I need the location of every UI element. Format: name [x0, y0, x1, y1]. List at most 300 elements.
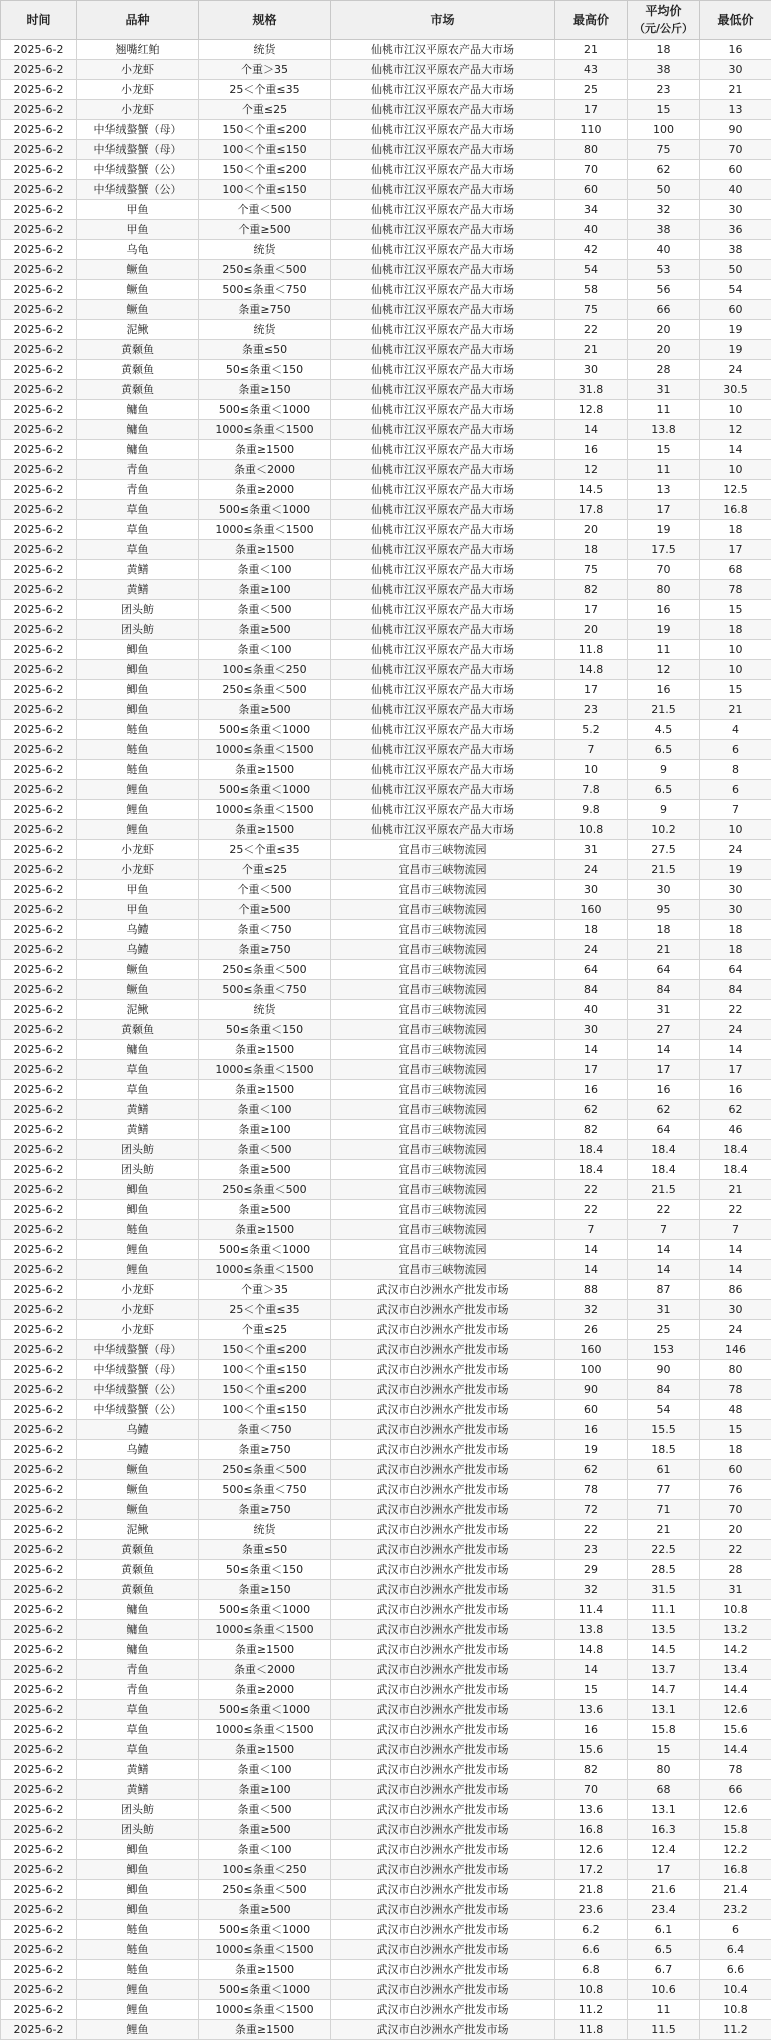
- cell-date: 2025-6-2: [1, 800, 77, 820]
- cell-high: 17.2: [555, 1860, 628, 1880]
- cell-high: 31: [555, 840, 628, 860]
- cell-spec: 条重≥1500: [199, 440, 331, 460]
- cell-market: 宜昌市三峡物流园: [331, 1240, 555, 1260]
- cell-variety: 团头鲂: [77, 1820, 199, 1840]
- table-row: [1, 800, 771, 820]
- cell-avg: 10.2: [628, 820, 700, 840]
- cell-avg: 30: [628, 880, 700, 900]
- cell-market: 仙桃市江汉平原农产品大市场: [331, 520, 555, 540]
- cell-date: 2025-6-2: [1, 560, 77, 580]
- cell-low: 50: [700, 260, 771, 280]
- cell-avg: 75: [628, 140, 700, 160]
- cell-low: 10.8: [700, 2000, 771, 2020]
- cell-date: 2025-6-2: [1, 1260, 77, 1280]
- table-row: [1, 1180, 771, 1200]
- cell-variety: 中华绒螯蟹（公）: [77, 1380, 199, 1400]
- cell-date: 2025-6-2: [1, 1620, 77, 1640]
- cell-avg: 153: [628, 1340, 700, 1360]
- cell-variety: 团头鲂: [77, 620, 199, 640]
- cell-variety: 鲢鱼: [77, 720, 199, 740]
- header-variety: 品种: [77, 1, 199, 40]
- cell-market: 宜昌市三峡物流园: [331, 940, 555, 960]
- cell-variety: 鳜鱼: [77, 1500, 199, 1520]
- cell-spec: 150＜个重≤200: [199, 160, 331, 180]
- cell-avg: 32: [628, 200, 700, 220]
- cell-spec: 250≤条重＜500: [199, 1460, 331, 1480]
- table-row: [1, 840, 771, 860]
- cell-market: 武汉市白沙洲水产批发市场: [331, 1580, 555, 1600]
- cell-avg: 64: [628, 1120, 700, 1140]
- cell-high: 14: [555, 1260, 628, 1280]
- cell-low: 80: [700, 1360, 771, 1380]
- cell-date: 2025-6-2: [1, 1580, 77, 1600]
- cell-high: 16: [555, 440, 628, 460]
- table-row: [1, 1120, 771, 1140]
- cell-avg: 87: [628, 1280, 700, 1300]
- cell-date: 2025-6-2: [1, 1900, 77, 1920]
- cell-high: 29: [555, 1560, 628, 1580]
- table-row: [1, 540, 771, 560]
- cell-market: 宜昌市三峡物流园: [331, 1000, 555, 1020]
- cell-market: 仙桃市江汉平原农产品大市场: [331, 820, 555, 840]
- cell-spec: 统货: [199, 320, 331, 340]
- cell-spec: 150＜个重≤200: [199, 1380, 331, 1400]
- cell-market: 武汉市白沙洲水产批发市场: [331, 1300, 555, 1320]
- cell-market: 宜昌市三峡物流园: [331, 1220, 555, 1240]
- cell-market: 武汉市白沙洲水产批发市场: [331, 1640, 555, 1660]
- cell-low: 10.4: [700, 1980, 771, 2000]
- table-row: [1, 1640, 771, 1660]
- table-row: [1, 240, 771, 260]
- table-row: [1, 880, 771, 900]
- cell-date: 2025-6-2: [1, 1440, 77, 1460]
- cell-date: 2025-6-2: [1, 1380, 77, 1400]
- cell-market: 仙桃市江汉平原农产品大市场: [331, 720, 555, 740]
- cell-avg: 61: [628, 1460, 700, 1480]
- table-row: [1, 80, 771, 100]
- cell-high: 16: [555, 1420, 628, 1440]
- cell-high: 23: [555, 700, 628, 720]
- table-row: [1, 1440, 771, 1460]
- cell-low: 13: [700, 100, 771, 120]
- cell-avg: 13.1: [628, 1700, 700, 1720]
- table-row: [1, 1840, 771, 1860]
- cell-avg: 15.8: [628, 1720, 700, 1740]
- cell-avg: 19: [628, 520, 700, 540]
- cell-date: 2025-6-2: [1, 160, 77, 180]
- cell-market: 武汉市白沙洲水产批发市场: [331, 1320, 555, 1340]
- cell-low: 19: [700, 340, 771, 360]
- cell-low: 18: [700, 920, 771, 940]
- cell-variety: 中华绒螯蟹（公）: [77, 1400, 199, 1420]
- cell-low: 62: [700, 1100, 771, 1120]
- cell-spec: 250≤条重＜500: [199, 1880, 331, 1900]
- cell-low: 18: [700, 940, 771, 960]
- cell-high: 42: [555, 240, 628, 260]
- cell-high: 16: [555, 1720, 628, 1740]
- cell-high: 82: [555, 1120, 628, 1140]
- cell-date: 2025-6-2: [1, 300, 77, 320]
- cell-high: 21: [555, 40, 628, 60]
- cell-low: 6.6: [700, 1960, 771, 1980]
- cell-spec: 统货: [199, 1520, 331, 1540]
- cell-date: 2025-6-2: [1, 1140, 77, 1160]
- cell-avg: 31: [628, 1300, 700, 1320]
- cell-date: 2025-6-2: [1, 420, 77, 440]
- cell-market: 宜昌市三峡物流园: [331, 1020, 555, 1040]
- table-row: [1, 1880, 771, 1900]
- cell-date: 2025-6-2: [1, 1700, 77, 1720]
- cell-spec: 条重≥750: [199, 1500, 331, 1520]
- cell-spec: 1000≤条重＜1500: [199, 1620, 331, 1640]
- cell-high: 24: [555, 860, 628, 880]
- cell-date: 2025-6-2: [1, 360, 77, 380]
- cell-low: 13.4: [700, 1660, 771, 1680]
- cell-spec: 条重≤50: [199, 340, 331, 360]
- cell-high: 24: [555, 940, 628, 960]
- cell-date: 2025-6-2: [1, 1660, 77, 1680]
- cell-variety: 黄鳝: [77, 560, 199, 580]
- table-row: [1, 780, 771, 800]
- cell-spec: 500≤条重＜1000: [199, 720, 331, 740]
- cell-variety: 青鱼: [77, 1660, 199, 1680]
- cell-high: 20: [555, 520, 628, 540]
- cell-date: 2025-6-2: [1, 680, 77, 700]
- cell-variety: 草鱼: [77, 1720, 199, 1740]
- cell-variety: 乌鳢: [77, 940, 199, 960]
- cell-avg: 25: [628, 1320, 700, 1340]
- cell-low: 54: [700, 280, 771, 300]
- table-row: [1, 160, 771, 180]
- table-row: [1, 720, 771, 740]
- cell-low: 12.6: [700, 1800, 771, 1820]
- cell-low: 86: [700, 1280, 771, 1300]
- table-row: [1, 120, 771, 140]
- cell-low: 78: [700, 580, 771, 600]
- cell-date: 2025-6-2: [1, 480, 77, 500]
- cell-low: 15: [700, 1420, 771, 1440]
- cell-date: 2025-6-2: [1, 220, 77, 240]
- cell-avg: 11.5: [628, 2020, 700, 2040]
- table-row: [1, 320, 771, 340]
- cell-date: 2025-6-2: [1, 1020, 77, 1040]
- cell-avg: 62: [628, 1100, 700, 1120]
- cell-spec: 100≤条重＜250: [199, 1860, 331, 1880]
- cell-variety: 鲢鱼: [77, 760, 199, 780]
- table-row: [1, 1860, 771, 1880]
- table-row: [1, 1000, 771, 1020]
- cell-low: 15.6: [700, 1720, 771, 1740]
- cell-spec: 100＜个重≤150: [199, 1400, 331, 1420]
- table-row: [1, 740, 771, 760]
- cell-high: 62: [555, 1100, 628, 1120]
- table-row: [1, 520, 771, 540]
- table-row: [1, 1060, 771, 1080]
- cell-market: 武汉市白沙洲水产批发市场: [331, 1840, 555, 1860]
- cell-low: 30: [700, 900, 771, 920]
- cell-avg: 14: [628, 1240, 700, 1260]
- cell-market: 仙桃市江汉平原农产品大市场: [331, 440, 555, 460]
- cell-market: 宜昌市三峡物流园: [331, 880, 555, 900]
- cell-low: 60: [700, 160, 771, 180]
- cell-high: 88: [555, 1280, 628, 1300]
- cell-date: 2025-6-2: [1, 860, 77, 880]
- cell-variety: 草鱼: [77, 1080, 199, 1100]
- cell-avg: 64: [628, 960, 700, 980]
- cell-low: 6: [700, 780, 771, 800]
- cell-market: 仙桃市江汉平原农产品大市场: [331, 100, 555, 120]
- cell-low: 18: [700, 1440, 771, 1460]
- cell-date: 2025-6-2: [1, 740, 77, 760]
- cell-low: 15.8: [700, 1820, 771, 1840]
- cell-date: 2025-6-2: [1, 1160, 77, 1180]
- cell-variety: 小龙虾: [77, 100, 199, 120]
- cell-spec: 250≤条重＜500: [199, 260, 331, 280]
- cell-high: 30: [555, 1020, 628, 1040]
- cell-spec: 1000≤条重＜1500: [199, 1720, 331, 1740]
- cell-low: 24: [700, 1320, 771, 1340]
- cell-market: 武汉市白沙洲水产批发市场: [331, 1540, 555, 1560]
- table-row: [1, 1240, 771, 1260]
- cell-market: 仙桃市江汉平原农产品大市场: [331, 60, 555, 80]
- cell-low: 24: [700, 360, 771, 380]
- cell-high: 17: [555, 1060, 628, 1080]
- cell-high: 80: [555, 140, 628, 160]
- cell-date: 2025-6-2: [1, 1800, 77, 1820]
- cell-low: 13.2: [700, 1620, 771, 1640]
- cell-date: 2025-6-2: [1, 260, 77, 280]
- cell-low: 30.5: [700, 380, 771, 400]
- cell-avg: 80: [628, 580, 700, 600]
- cell-spec: 统货: [199, 1000, 331, 1020]
- cell-low: 14.2: [700, 1640, 771, 1660]
- cell-market: 仙桃市江汉平原农产品大市场: [331, 240, 555, 260]
- cell-low: 14.4: [700, 1740, 771, 1760]
- cell-avg: 11: [628, 2000, 700, 2020]
- cell-high: 16: [555, 1080, 628, 1100]
- cell-spec: 条重＜750: [199, 1420, 331, 1440]
- cell-avg: 62: [628, 160, 700, 180]
- table-row: [1, 1200, 771, 1220]
- cell-date: 2025-6-2: [1, 2000, 77, 2020]
- cell-market: 宜昌市三峡物流园: [331, 1140, 555, 1160]
- table-row: [1, 180, 771, 200]
- cell-variety: 鲤鱼: [77, 820, 199, 840]
- table-row: [1, 1260, 771, 1280]
- cell-low: 30: [700, 1300, 771, 1320]
- cell-spec: 250≤条重＜500: [199, 960, 331, 980]
- table-row: [1, 1760, 771, 1780]
- cell-variety: 鳙鱼: [77, 400, 199, 420]
- cell-avg: 84: [628, 980, 700, 1000]
- cell-market: 武汉市白沙洲水产批发市场: [331, 1380, 555, 1400]
- cell-spec: 条重≥1500: [199, 1640, 331, 1660]
- cell-low: 10.8: [700, 1600, 771, 1620]
- cell-low: 10: [700, 820, 771, 840]
- cell-variety: 黄颡鱼: [77, 1020, 199, 1040]
- cell-market: 宜昌市三峡物流园: [331, 1120, 555, 1140]
- cell-low: 19: [700, 860, 771, 880]
- cell-spec: 条重≥1500: [199, 1080, 331, 1100]
- cell-high: 15.6: [555, 1740, 628, 1760]
- cell-market: 宜昌市三峡物流园: [331, 920, 555, 940]
- cell-avg: 50: [628, 180, 700, 200]
- cell-spec: 500≤条重＜1000: [199, 1920, 331, 1940]
- cell-date: 2025-6-2: [1, 840, 77, 860]
- table-row: [1, 200, 771, 220]
- cell-high: 32: [555, 1300, 628, 1320]
- cell-spec: 条重≥500: [199, 1820, 331, 1840]
- cell-spec: 500≤条重＜1000: [199, 500, 331, 520]
- cell-low: 48: [700, 1400, 771, 1420]
- cell-variety: 小龙虾: [77, 1320, 199, 1340]
- cell-avg: 71: [628, 1500, 700, 1520]
- cell-market: 武汉市白沙洲水产批发市场: [331, 1860, 555, 1880]
- cell-spec: 500≤条重＜1000: [199, 1700, 331, 1720]
- cell-avg: 21.5: [628, 860, 700, 880]
- cell-avg: 22.5: [628, 1540, 700, 1560]
- cell-avg: 9: [628, 760, 700, 780]
- cell-spec: 100＜个重≤150: [199, 1360, 331, 1380]
- table-row: [1, 1920, 771, 1940]
- cell-date: 2025-6-2: [1, 1780, 77, 1800]
- cell-high: 70: [555, 160, 628, 180]
- cell-market: 仙桃市江汉平原农产品大市场: [331, 400, 555, 420]
- table-row: [1, 1420, 771, 1440]
- cell-market: 宜昌市三峡物流园: [331, 840, 555, 860]
- cell-market: 武汉市白沙洲水产批发市场: [331, 1420, 555, 1440]
- cell-market: 武汉市白沙洲水产批发市场: [331, 1660, 555, 1680]
- cell-high: 82: [555, 580, 628, 600]
- cell-avg: 21: [628, 940, 700, 960]
- cell-market: 武汉市白沙洲水产批发市场: [331, 1480, 555, 1500]
- cell-spec: 条重≥750: [199, 940, 331, 960]
- cell-variety: 中华绒螯蟹（公）: [77, 160, 199, 180]
- cell-spec: 100＜个重≤150: [199, 140, 331, 160]
- cell-high: 11.8: [555, 2020, 628, 2040]
- cell-spec: 500≤条重＜1000: [199, 1980, 331, 2000]
- cell-low: 10: [700, 460, 771, 480]
- cell-spec: 个重≤25: [199, 1320, 331, 1340]
- cell-date: 2025-6-2: [1, 240, 77, 260]
- cell-high: 75: [555, 560, 628, 580]
- cell-date: 2025-6-2: [1, 1180, 77, 1200]
- cell-low: 22: [700, 1200, 771, 1220]
- cell-spec: 条重≤50: [199, 1540, 331, 1560]
- table-row: [1, 1340, 771, 1360]
- cell-date: 2025-6-2: [1, 820, 77, 840]
- cell-market: 仙桃市江汉平原农产品大市场: [331, 760, 555, 780]
- cell-variety: 黄鳝: [77, 1120, 199, 1140]
- table-row: [1, 1220, 771, 1240]
- cell-high: 110: [555, 120, 628, 140]
- cell-spec: 条重≥2000: [199, 480, 331, 500]
- cell-high: 14.8: [555, 1640, 628, 1660]
- cell-low: 6: [700, 1920, 771, 1940]
- cell-avg: 18.4: [628, 1160, 700, 1180]
- cell-high: 16.8: [555, 1820, 628, 1840]
- cell-avg: 13.1: [628, 1800, 700, 1820]
- cell-high: 18: [555, 540, 628, 560]
- table-row: [1, 1600, 771, 1620]
- cell-low: 4: [700, 720, 771, 740]
- cell-high: 82: [555, 1760, 628, 1780]
- cell-avg: 21: [628, 1520, 700, 1540]
- cell-variety: 鳙鱼: [77, 440, 199, 460]
- cell-avg: 31: [628, 380, 700, 400]
- cell-variety: 小龙虾: [77, 1300, 199, 1320]
- cell-variety: 鳜鱼: [77, 1460, 199, 1480]
- table-row: [1, 1040, 771, 1060]
- cell-avg: 9: [628, 800, 700, 820]
- cell-spec: 条重≥500: [199, 620, 331, 640]
- table-row: [1, 2000, 771, 2020]
- cell-variety: 团头鲂: [77, 1800, 199, 1820]
- cell-market: 武汉市白沙洲水产批发市场: [331, 1900, 555, 1920]
- cell-spec: 25＜个重≤35: [199, 840, 331, 860]
- cell-high: 26: [555, 1320, 628, 1340]
- table-row: [1, 480, 771, 500]
- cell-low: 70: [700, 1500, 771, 1520]
- cell-high: 14: [555, 1040, 628, 1060]
- cell-spec: 条重＜100: [199, 1840, 331, 1860]
- cell-market: 武汉市白沙洲水产批发市场: [331, 1440, 555, 1460]
- cell-high: 17: [555, 100, 628, 120]
- cell-high: 5.2: [555, 720, 628, 740]
- cell-spec: 条重≥2000: [199, 1680, 331, 1700]
- cell-date: 2025-6-2: [1, 40, 77, 60]
- cell-low: 68: [700, 560, 771, 580]
- cell-market: 武汉市白沙洲水产批发市场: [331, 1920, 555, 1940]
- cell-low: 66: [700, 1780, 771, 1800]
- cell-avg: 21.6: [628, 1880, 700, 1900]
- cell-variety: 中华绒螯蟹（公）: [77, 180, 199, 200]
- cell-low: 60: [700, 1460, 771, 1480]
- cell-market: 武汉市白沙洲水产批发市场: [331, 2000, 555, 2020]
- cell-low: 14: [700, 1040, 771, 1060]
- table-row: [1, 340, 771, 360]
- cell-avg: 21.5: [628, 700, 700, 720]
- cell-variety: 中华绒螯蟹（母）: [77, 1340, 199, 1360]
- cell-high: 21: [555, 340, 628, 360]
- cell-variety: 草鱼: [77, 540, 199, 560]
- cell-spec: 150＜个重≤200: [199, 120, 331, 140]
- cell-date: 2025-6-2: [1, 1360, 77, 1380]
- cell-avg: 66: [628, 300, 700, 320]
- cell-variety: 鲢鱼: [77, 1960, 199, 1980]
- header-avg-unit: （元/公斤）: [628, 20, 699, 37]
- cell-high: 6.6: [555, 1940, 628, 1960]
- cell-market: 武汉市白沙洲水产批发市场: [331, 1520, 555, 1540]
- cell-avg: 15: [628, 1740, 700, 1760]
- cell-high: 10: [555, 760, 628, 780]
- cell-market: 宜昌市三峡物流园: [331, 1100, 555, 1120]
- cell-low: 6.4: [700, 1940, 771, 1960]
- cell-date: 2025-6-2: [1, 580, 77, 600]
- cell-high: 34: [555, 200, 628, 220]
- cell-spec: 条重≥500: [199, 1900, 331, 1920]
- cell-high: 31.8: [555, 380, 628, 400]
- cell-low: 11.2: [700, 2020, 771, 2040]
- cell-avg: 13: [628, 480, 700, 500]
- cell-variety: 草鱼: [77, 1060, 199, 1080]
- cell-low: 17: [700, 540, 771, 560]
- cell-variety: 鲫鱼: [77, 1200, 199, 1220]
- cell-low: 18.4: [700, 1160, 771, 1180]
- cell-high: 13.6: [555, 1700, 628, 1720]
- cell-high: 17: [555, 680, 628, 700]
- cell-low: 7: [700, 800, 771, 820]
